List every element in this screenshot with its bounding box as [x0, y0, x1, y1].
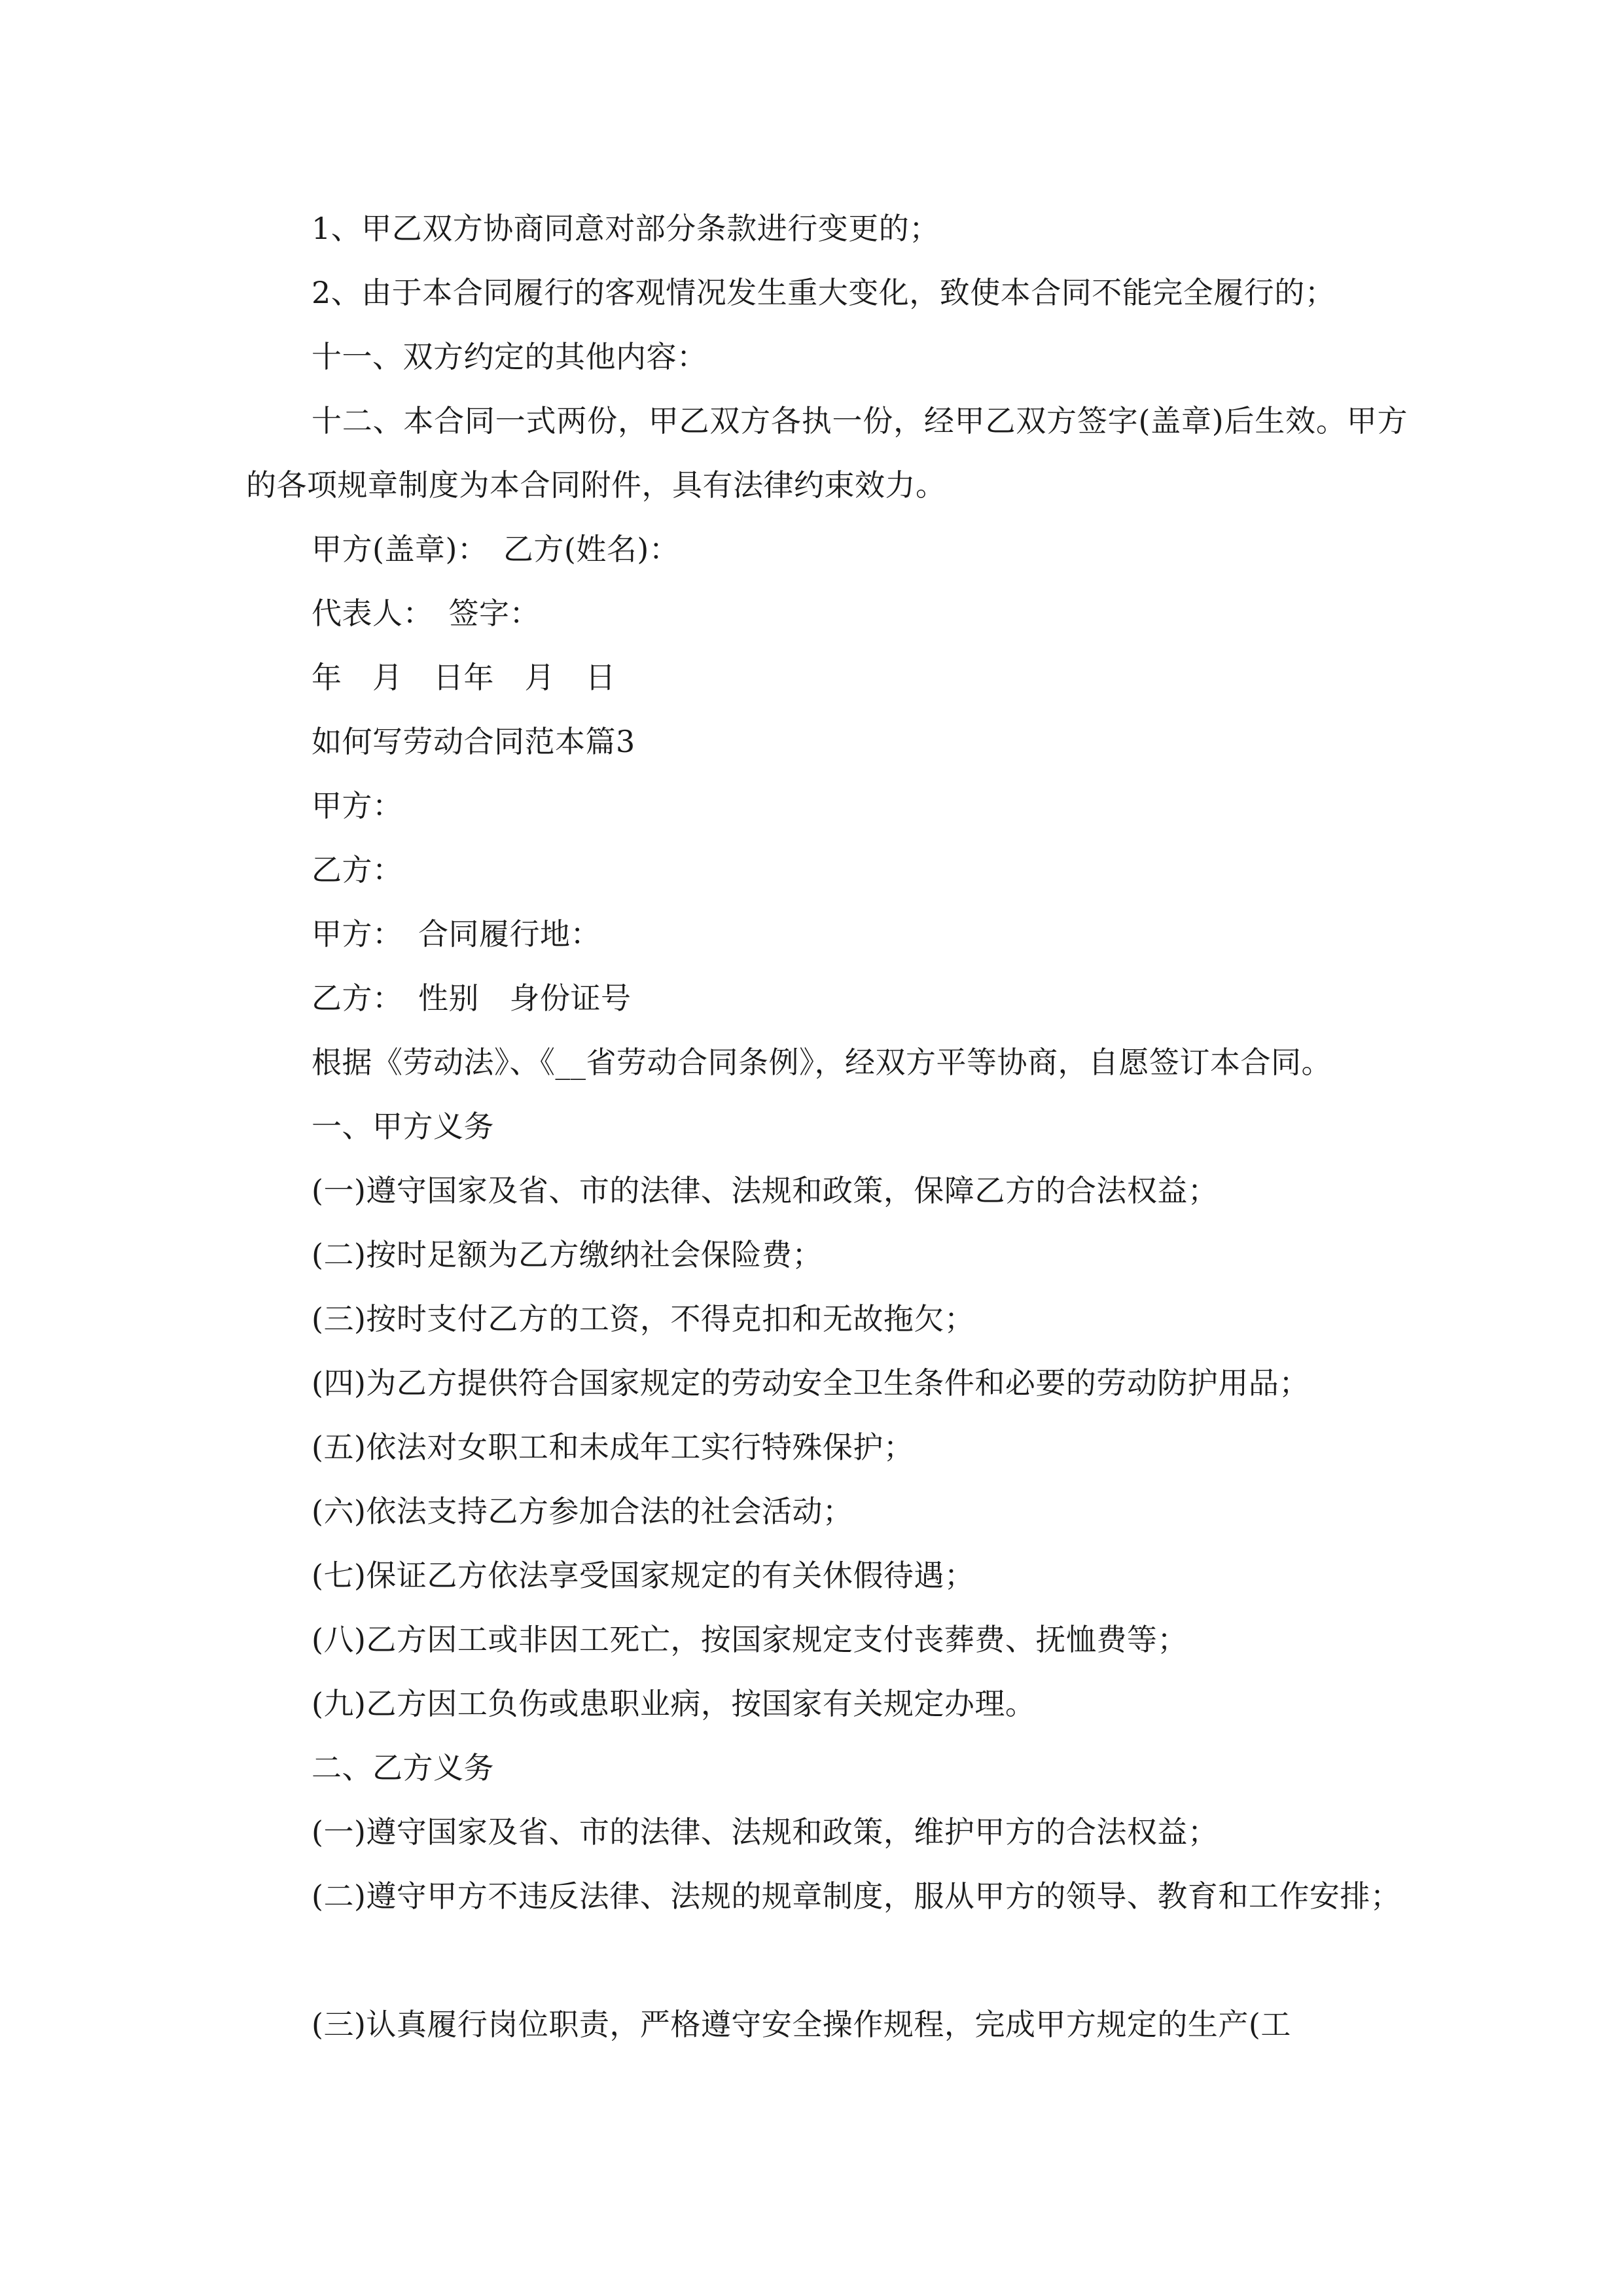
party-a-duty-8: (八)乙方因工或非因工死亡，按国家规定支付丧葬费、抚恤费等； — [312, 1622, 1188, 1657]
party-b-details: 乙方： 性别 身份证号 — [312, 980, 632, 1016]
party-a-location: 甲方： 合同履行地： — [312, 916, 601, 952]
heading-party-a-duties: 一、甲方义务 — [312, 1109, 494, 1144]
clause-11: 十一、双方约定的其他内容： — [312, 339, 707, 374]
party-b-line: 乙方： — [312, 852, 403, 888]
party-a-duty-4: (四)为乙方提供符合国家规定的劳动安全卫生条件和必要的劳动防护用品； — [312, 1365, 1310, 1401]
party-a-duty-9: (九)乙方因工负伤或患职业病，按国家有关规定办理。 — [312, 1686, 1036, 1721]
party-a-duty-3: (三)按时支付乙方的工资，不得克扣和无故拖欠； — [312, 1301, 975, 1336]
signature-date: 年 月 日年 月 日 — [312, 660, 616, 695]
legal-basis: 根据《劳动法》、《__省劳动合同条例》，经双方平等协商，自愿签订本合同。 — [312, 1045, 1332, 1080]
party-a-line: 甲方： — [312, 788, 403, 823]
section-heading: 如何写劳动合同范本篇3 — [312, 724, 635, 759]
signature-representative: 代表人： 签字： — [312, 596, 540, 631]
party-a-duty-6: (六)依法支持乙方参加合法的社会活动； — [312, 1494, 853, 1529]
party-b-duty-1: (一)遵守国家及省、市的法律、法规和政策，维护甲方的合法权益； — [312, 1814, 1219, 1850]
clause-change-1: 1、甲乙双方协商同意对部分条款进行变更的； — [312, 211, 940, 246]
party-b-duty-3: (三)认真履行岗位职责，严格遵守安全操作规程，完成甲方规定的生产(工 — [312, 2007, 1291, 2042]
party-a-duty-5: (五)依法对女职工和未成年工实行特殊保护； — [312, 1429, 914, 1465]
party-a-duty-7: (七)保证乙方依法享受国家规定的有关休假待遇； — [312, 1558, 975, 1593]
clause-12: 十二、本合同一式两份，甲乙双方各执一份，经甲乙双方签字(盖章)后生效。甲方的各项规章制度为本合同附件，具有法律约束效力。 — [246, 403, 1408, 503]
signature-party-a-b: 甲方(盖章)： 乙方(姓名)： — [312, 531, 680, 567]
heading-party-b-duties: 二、乙方义务 — [312, 1750, 494, 1785]
party-a-duty-1: (一)遵守国家及省、市的法律、法规和政策，保障乙方的合法权益； — [312, 1173, 1219, 1208]
clause-change-2: 2、由于本合同履行的客观情况发生重大变化，致使本合同不能完全履行的； — [312, 275, 1336, 310]
party-b-duty-2: (二)遵守甲方不违反法律、法规的规章制度，服从甲方的领导、教育和工作安排； — [312, 1878, 1401, 1914]
party-a-duty-2: (二)按时足额为乙方缴纳社会保险费； — [312, 1237, 823, 1272]
